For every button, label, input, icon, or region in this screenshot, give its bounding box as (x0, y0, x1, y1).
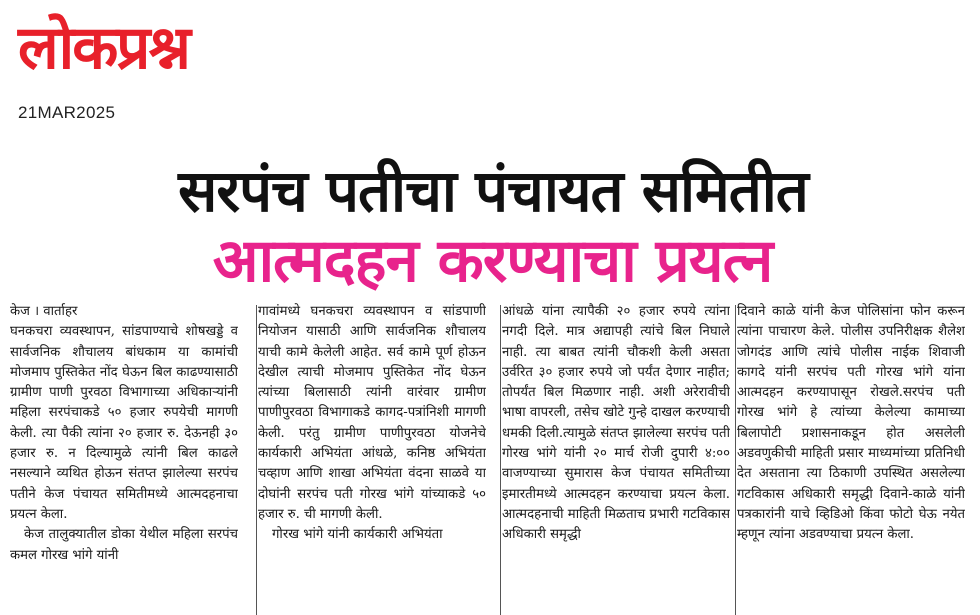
paragraph: केज तालुक्यातील डोका येथील महिला सरपंच कमल गोरख भांगे यांनी (10, 527, 238, 563)
paragraph: घनकचरा व्यवस्थापन, सांडपाण्याचे शोषखड्डे व सार्वजनिक शौचालय बांधकाम या कामांची मोजमाप पुस्तिकेत नोंद घेऊन बिल काढण्यासाठी ग्रामीण पाणी पुरवठा विभागाच्या अधिकाऱ्यांनी महिला सरपंचाकडे ५० हजार रुपयेची मागणी केली. त्या पैकी त्यांना २० हजार रु. देऊनही ३० हजार रु. न दिल्यामुळे त्यांनी बिल काढले नसल्याने व्यथित होऊन संतप्त झालेल्या सरपंच पतीने केज पंचायत समितीमध्ये आत्मदहनाचा प्रयत्न केला. (10, 324, 238, 522)
paragraph: दिवाने काळे यांनी केज पोलिसांना फोन करून त्यांना पाचारण केले. पोलीस उपनिरीक्षक शैलेश जोगदंड आणि त्यांचे पोलीस नाईक शिवाजी कागदे यांनी सरपंच पती गोरख भांगे यांना आत्मदहन करण्यापासून रोखले.सरपंच पती गोरख भांगे हे त्यांच्या केलेल्या कामाच्या बिलापोटी प्रशासनाकडून होत असलेली अडवणुकीची माहिती प्रसार माध्यमांच्या प्रतिनिधी देत असताना त्या ठिकाणी उपस्थित असलेल्या गटविकास अधिकारी समृद्धी दिवाने-काळे यांनी पत्रकारांनी याचे व्हिडिओ किंवा फोटो घेऊ नयेत म्हणून त्यांना अडवण्याचा प्रयत्न केला. (737, 304, 965, 543)
paragraph: गावांमध्ये घनकचरा व्यवस्थापन व सांडपाणी नियोजन यासाठी आणि सार्वजनिक शौचालय याची कामे केलेली आहेत. सर्व कामे पूर्ण होऊन देखील त्याची मोजमाप पुस्तिकेत नोंद घेऊन त्यांच्या बिलासाठी त्यांनी वारंवार ग्रामीण पाणीपुरवठा विभागाकडे कागद-पत्रांनिशी मागणी केली. परंतु ग्रामीण पाणीपुरवठा योजनेचे कार्यकारी अभियंता आंधळे, कनिष्ठ अभियंता चव्हाण आणि शाखा अभियंता वंदना साळवे या दोघांनी सरपंच पती गोरख भांगे यांच्याकडे ५० हजार रु. ची मागणी केली. (258, 304, 486, 522)
article-body (10, 302, 970, 615)
headline-line-1: सरपंच पतीचा पंचायत समितीत (178, 157, 808, 225)
masthead-logo (14, 6, 284, 98)
dateline: केज । वार्ताहर (10, 304, 78, 319)
article-column-2 (258, 302, 486, 615)
article-column-4 (737, 302, 965, 615)
paragraph: आंधळे यांना त्यापैकी २० हजार रुपये त्यांना नगदी दिले. मात्र अद्यापही त्यांचे बिल निघाले नाही. त्या बाबत त्यांनी चौकशी केली असता उर्वरित ३० हजार रुपये जो पर्यंत देणार नाहीत; तोपर्यंत बिल मिळणार नाही. अशी अरेरावीची भाषा वापरली, तसेच खोटे गुन्हे दाखल करण्याची धमकी दिली.त्यामुळे संतप्त झालेल्या सरपंच पती गोरख भांगे यांनी २० मार्च रोजी दुपारी ४:०० वाजण्याच्या सुमारास केज पंचायत समितीच्या इमारतीमध्ये आत्मदहन करण्याचा प्रयत्न केला. आत्मदहनाची माहिती मिळताच प्रभारी गटविकास अधिकारी समृद्धी (502, 304, 730, 543)
article-column-3 (502, 302, 730, 615)
publication-date: 21MAR2025 (18, 103, 116, 122)
article-column-1 (10, 302, 238, 615)
paragraph: गोरख भांगे यांनी कार्यकारी अभियंता (272, 527, 443, 543)
headline-line-2: आत्मदहन करण्याचा प्रयत्न (212, 226, 773, 296)
logo-text: लोकप्रश्न (18, 13, 189, 83)
